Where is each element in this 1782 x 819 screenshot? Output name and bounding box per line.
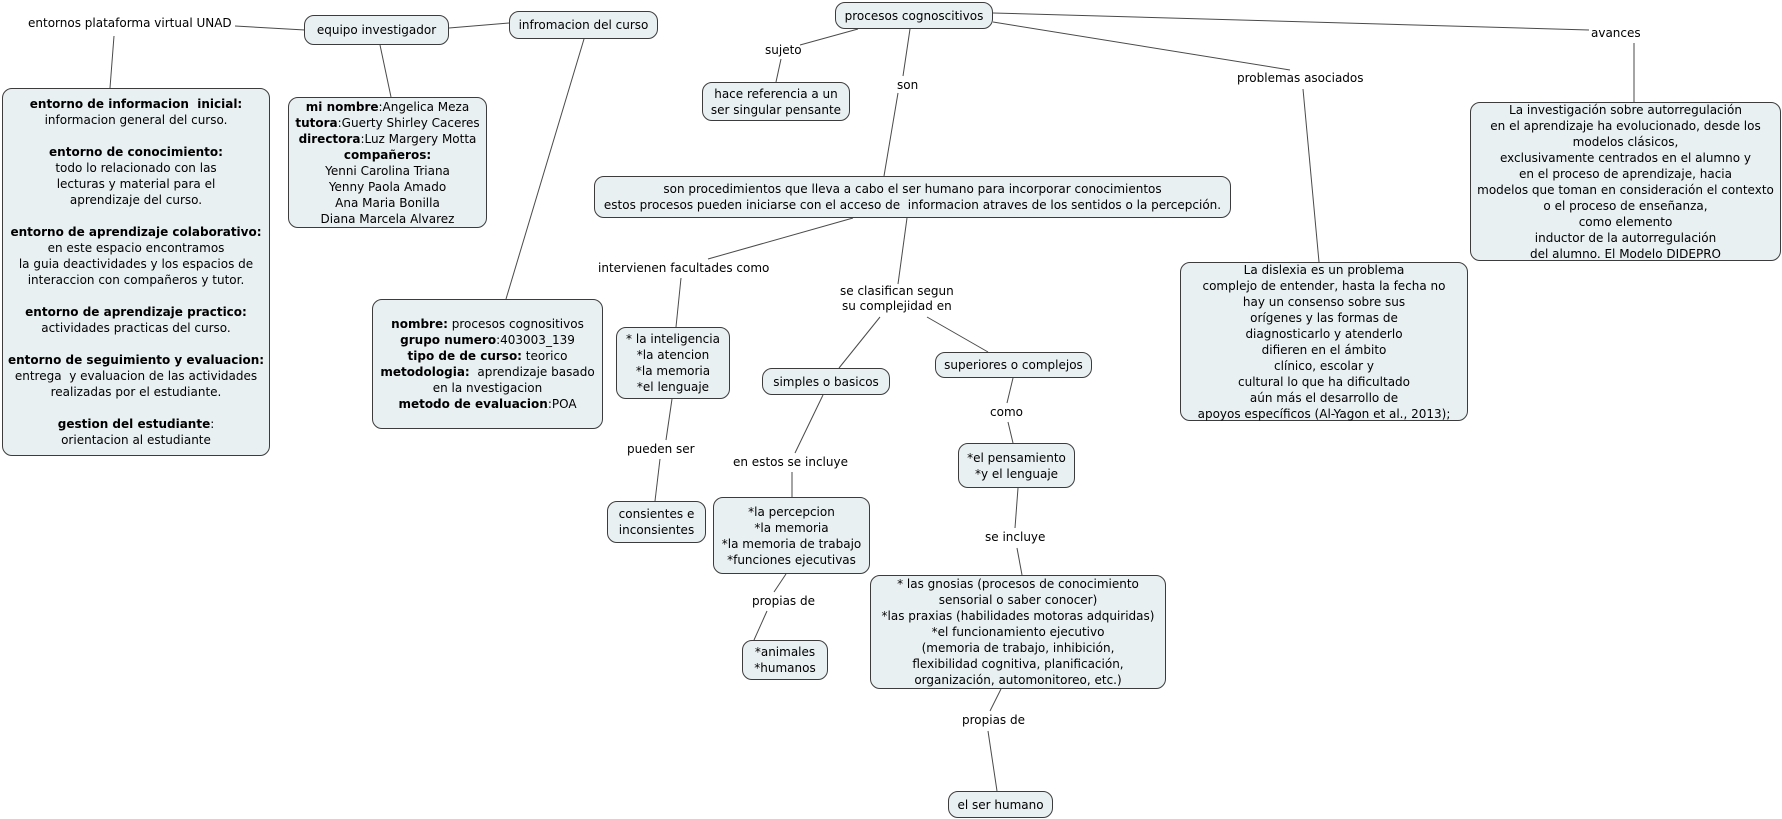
text-line <box>408 348 568 364</box>
text-line: organización, automonitoreo, etc.) <box>914 673 1122 687</box>
text-segment: :Luz Margery Motta <box>360 131 477 146</box>
link-label-como[interactable] <box>990 405 1023 420</box>
connector-line <box>380 45 391 97</box>
node-sujeto-definicion[interactable] <box>702 82 850 121</box>
link-label-entornos-plataforma[interactable] <box>28 16 232 31</box>
text-segment-bold: mi nombre <box>305 99 379 114</box>
connector-line <box>1015 488 1018 528</box>
connector-line <box>666 399 672 440</box>
text-line: la guia deactividades y los espacios de <box>18 257 254 271</box>
text-line: se incluye <box>985 530 1046 544</box>
node-el-ser-humano[interactable] <box>948 791 1053 818</box>
text-line: en estos se incluye <box>733 455 848 469</box>
connector-line <box>884 93 898 176</box>
text-line: Yenni Carolina Triana <box>325 163 450 178</box>
text-line: *la memoria de trabajo <box>721 536 862 551</box>
text-line: interaccion con compañeros y tutor. <box>27 273 245 287</box>
text-line: Yenny Paola Amado <box>328 179 447 194</box>
node-consientes-inconsientes[interactable] <box>607 501 706 543</box>
text-line: diagnosticarlo y atenderlo <box>1245 326 1403 341</box>
node-informacion-del-curso[interactable] <box>509 11 658 39</box>
text-line: problemas asociados <box>1237 71 1364 85</box>
text-segment-bold: entorno de informacion inicial: <box>29 97 243 111</box>
text-segment: :Angelica Meza <box>378 99 470 114</box>
text-line: ser singular pensante <box>710 102 842 117</box>
link-label-problemas-asociados[interactable] <box>1237 71 1364 86</box>
connector-line <box>676 278 681 327</box>
node-equipo-detalle[interactable] <box>288 97 487 228</box>
text-line: entrega y evaluacion de las actividades <box>14 369 258 383</box>
connector-line <box>800 29 858 45</box>
text-line: intervienen facultades como <box>598 261 770 275</box>
text-line: sujeto <box>765 43 802 57</box>
text-line: *la memoria <box>635 364 711 378</box>
text-line: en la nvestigacion <box>432 381 543 395</box>
text-line <box>344 147 431 163</box>
connector-line <box>1303 89 1319 262</box>
text-line <box>380 364 594 380</box>
text-line: orígenes y las formas de <box>1250 310 1398 325</box>
text-segment-bold: entorno de seguimiento y evaluacion: <box>7 353 265 367</box>
connector-line <box>990 689 1001 711</box>
text-segment-bold: entorno de conocimiento: <box>49 145 223 159</box>
text-line: inconsientes <box>618 523 695 537</box>
text-segment-bold: gestion del estudiante <box>57 417 211 431</box>
link-label-propias-de-animales[interactable] <box>752 594 815 609</box>
text-line: son procedimientos que lleva a cabo el ser humano para incorporar conocimientos <box>663 182 1162 196</box>
connector-line <box>988 731 997 791</box>
text-segment-bold: entorno de aprendizaje practico: <box>25 305 247 319</box>
text-line: clínico, escolar y <box>1274 358 1374 373</box>
text-line: *la atencion <box>636 348 710 362</box>
text-segment: :403003_139 <box>496 333 575 347</box>
link-label-intervienen-facultades[interactable] <box>598 261 769 276</box>
text-line: del alumno. El Modelo DIDEPRO <box>1529 246 1722 261</box>
text-line: pueden ser <box>627 442 695 456</box>
link-label-propias-de-humano[interactable] <box>962 713 1025 728</box>
text-segment: :POA <box>547 397 577 411</box>
node-avances-texto[interactable] <box>1470 102 1781 261</box>
text-line: propias de <box>962 713 1025 727</box>
connector-line <box>993 13 1589 30</box>
text-line: *las praxias (habilidades motoras adquiridas) <box>881 609 1155 623</box>
text-line: (memoria de trabajo, inhibición, <box>921 641 1115 655</box>
text-line: como <box>990 405 1023 419</box>
text-line: La investigación sobre autorregulación <box>1509 102 1742 117</box>
text-line: procesos cognoscitivos <box>844 8 984 23</box>
text-line: modelos clásicos, <box>1572 134 1679 149</box>
text-line: * la inteligencia <box>626 332 720 346</box>
text-line: avances <box>1591 26 1641 40</box>
text-line: entornos plataforma virtual UNAD <box>28 16 232 30</box>
node-entornos-detalle[interactable] <box>2 88 270 456</box>
node-percepcion-memoria[interactable] <box>713 497 870 574</box>
text-line: sensorial o saber conocer) <box>938 593 1098 607</box>
node-pensamiento-lenguaje[interactable] <box>958 443 1075 488</box>
link-label-sujeto[interactable] <box>765 43 802 58</box>
link-label-avances[interactable] <box>1591 26 1641 41</box>
text-line: hace referencia a un <box>714 86 838 101</box>
link-label-son[interactable] <box>897 78 918 93</box>
link-label-en-estos-se-incluye[interactable] <box>733 455 848 470</box>
text-segment-bold: metodo de evaluacion <box>398 397 548 411</box>
text-line: Diana Marcela Alvarez <box>320 211 455 226</box>
text-line: apoyos específicos (Al-Yagon et al., 2013); <box>1197 406 1451 421</box>
node-son-definicion[interactable] <box>594 176 1231 218</box>
connector-line <box>993 22 1290 70</box>
node-equipo-investigador[interactable] <box>304 15 449 45</box>
link-label-se-incluye[interactable] <box>985 530 1045 545</box>
text-line: * las gnosias (procesos de conocimiento <box>897 577 1139 591</box>
node-dislexia[interactable] <box>1180 262 1468 421</box>
text-line <box>25 304 247 320</box>
text-segment: teorico <box>521 349 568 363</box>
connector-line <box>903 29 910 76</box>
text-segment-bold: tutora <box>295 115 338 130</box>
text-line: difieren en el ámbito <box>1261 342 1387 357</box>
text-line: *animales <box>754 645 816 659</box>
connector-line <box>449 23 509 28</box>
text-line: simples o basicos <box>773 374 879 389</box>
text-line: superiores o complejos <box>944 358 1083 372</box>
text-line: *la percepcion <box>748 504 835 519</box>
text-line: realizadas por el estudiante. <box>50 385 222 399</box>
text-segment: :Guerty Shirley Caceres <box>337 115 480 130</box>
text-line: exclusivamente centrados en el alumno y <box>1499 150 1751 165</box>
text-line: hay un consenso sobre sus <box>1242 294 1406 309</box>
text-segment-bold: nombre: <box>391 317 448 331</box>
text-segment-bold: entorno de aprendizaje colaborativo: <box>10 225 262 239</box>
text-line: *funciones ejecutivas <box>727 552 856 567</box>
text-line: aún más el desarrollo de <box>1249 390 1399 405</box>
text-line <box>30 96 242 112</box>
text-line <box>306 99 469 115</box>
text-line <box>299 131 477 147</box>
text-line: o el proceso de enseñanza, <box>1543 198 1708 213</box>
text-line: en este espacio encontramos <box>47 241 225 255</box>
text-line: son <box>897 78 919 92</box>
text-line: complejo de entender, hasta la fecha no <box>1202 278 1446 293</box>
text-line: consientes e <box>618 507 695 521</box>
text-line <box>295 115 479 131</box>
connector-line <box>898 218 907 284</box>
text-line: inductor de la autorregulación <box>1534 230 1717 245</box>
node-simples-o-basicos[interactable] <box>762 368 890 395</box>
text-line <box>10 224 261 240</box>
text-line: *el lenguaje <box>636 380 710 394</box>
text-line: equipo investigador <box>316 23 437 37</box>
text-line: La dislexia es un problema <box>1243 262 1405 277</box>
text-segment-bold: metodologia: <box>380 365 470 379</box>
connector-line <box>776 59 781 82</box>
connector-line <box>774 574 786 592</box>
text-segment-bold: compañeros: <box>343 147 432 162</box>
text-line <box>49 144 223 160</box>
node-procesos-cognoscitivos[interactable] <box>835 2 993 29</box>
link-label-pueden-ser[interactable] <box>627 442 695 457</box>
text-line: se clasifican segun <box>840 284 954 298</box>
text-segment: : <box>210 417 215 431</box>
text-line: lecturas y material para el <box>56 177 216 191</box>
text-line: aprendizaje del curso. <box>69 193 203 207</box>
text-line: flexibilidad cognitiva, planificación, <box>912 657 1124 671</box>
text-line: su complejidad en <box>842 299 952 313</box>
text-line: cultural lo que ha dificultado <box>1237 374 1411 389</box>
text-line: el ser humano <box>957 797 1044 812</box>
text-line <box>391 316 584 332</box>
text-line: propias de <box>752 594 815 608</box>
text-segment: aprendizaje basado <box>469 365 595 379</box>
text-line <box>8 352 264 368</box>
connector-line <box>839 317 880 368</box>
text-line: *la memoria <box>754 520 829 535</box>
connector-line <box>708 218 853 259</box>
text-line: *el funcionamiento ejecutivo <box>931 625 1105 639</box>
text-line: *y el lenguaje <box>974 466 1059 481</box>
text-line: en el aprendizaje ha evolucionado, desde los <box>1490 118 1761 133</box>
text-line: *humanos <box>754 661 816 675</box>
connector-line <box>795 395 823 453</box>
text-line: Ana Maria Bonilla <box>335 195 440 210</box>
text-line: actividades practicas del curso. <box>41 321 231 335</box>
connector-line <box>1017 548 1022 575</box>
text-line: estos procesos pueden iniciarse con el acceso de informacion atraves de los sentidos o la percepción. <box>603 198 1222 212</box>
text-line: orientacion al estudiante <box>61 433 211 447</box>
connector-line <box>1008 422 1013 443</box>
connector-line <box>655 459 660 501</box>
text-segment-bold: directora <box>298 131 361 146</box>
text-line: infromacion del curso <box>518 18 649 32</box>
text-line: en el proceso de aprendizaje, hacia <box>1519 166 1732 181</box>
connector-line <box>506 39 584 299</box>
connector-line <box>754 611 767 640</box>
node-facultades[interactable] <box>616 327 730 399</box>
text-line: *el pensamiento <box>967 450 1066 465</box>
link-label-se-clasifican[interactable] <box>840 284 954 314</box>
text-line: modelos que toman en consideración el contexto <box>1477 182 1774 197</box>
text-segment-bold: tipo de de curso: <box>407 349 522 363</box>
connector-line <box>927 317 988 352</box>
node-curso-detalle[interactable] <box>372 299 603 429</box>
node-gnosias-praxias[interactable] <box>870 575 1166 689</box>
connector-line <box>235 26 305 30</box>
text-line: todo lo relacionado con las <box>55 161 217 175</box>
text-line <box>400 332 575 348</box>
text-segment-bold: grupo numero <box>400 333 497 347</box>
text-line: como elemento <box>1578 214 1673 229</box>
text-segment: procesos cognositivos <box>447 317 584 331</box>
text-line: informacion general del curso. <box>44 113 228 127</box>
node-animales-humanos[interactable] <box>742 640 828 680</box>
connector-line <box>1007 378 1013 403</box>
connector-line <box>110 36 114 88</box>
node-superiores-o-complejos[interactable] <box>935 352 1092 378</box>
text-line <box>398 396 576 412</box>
text-line <box>58 416 215 432</box>
